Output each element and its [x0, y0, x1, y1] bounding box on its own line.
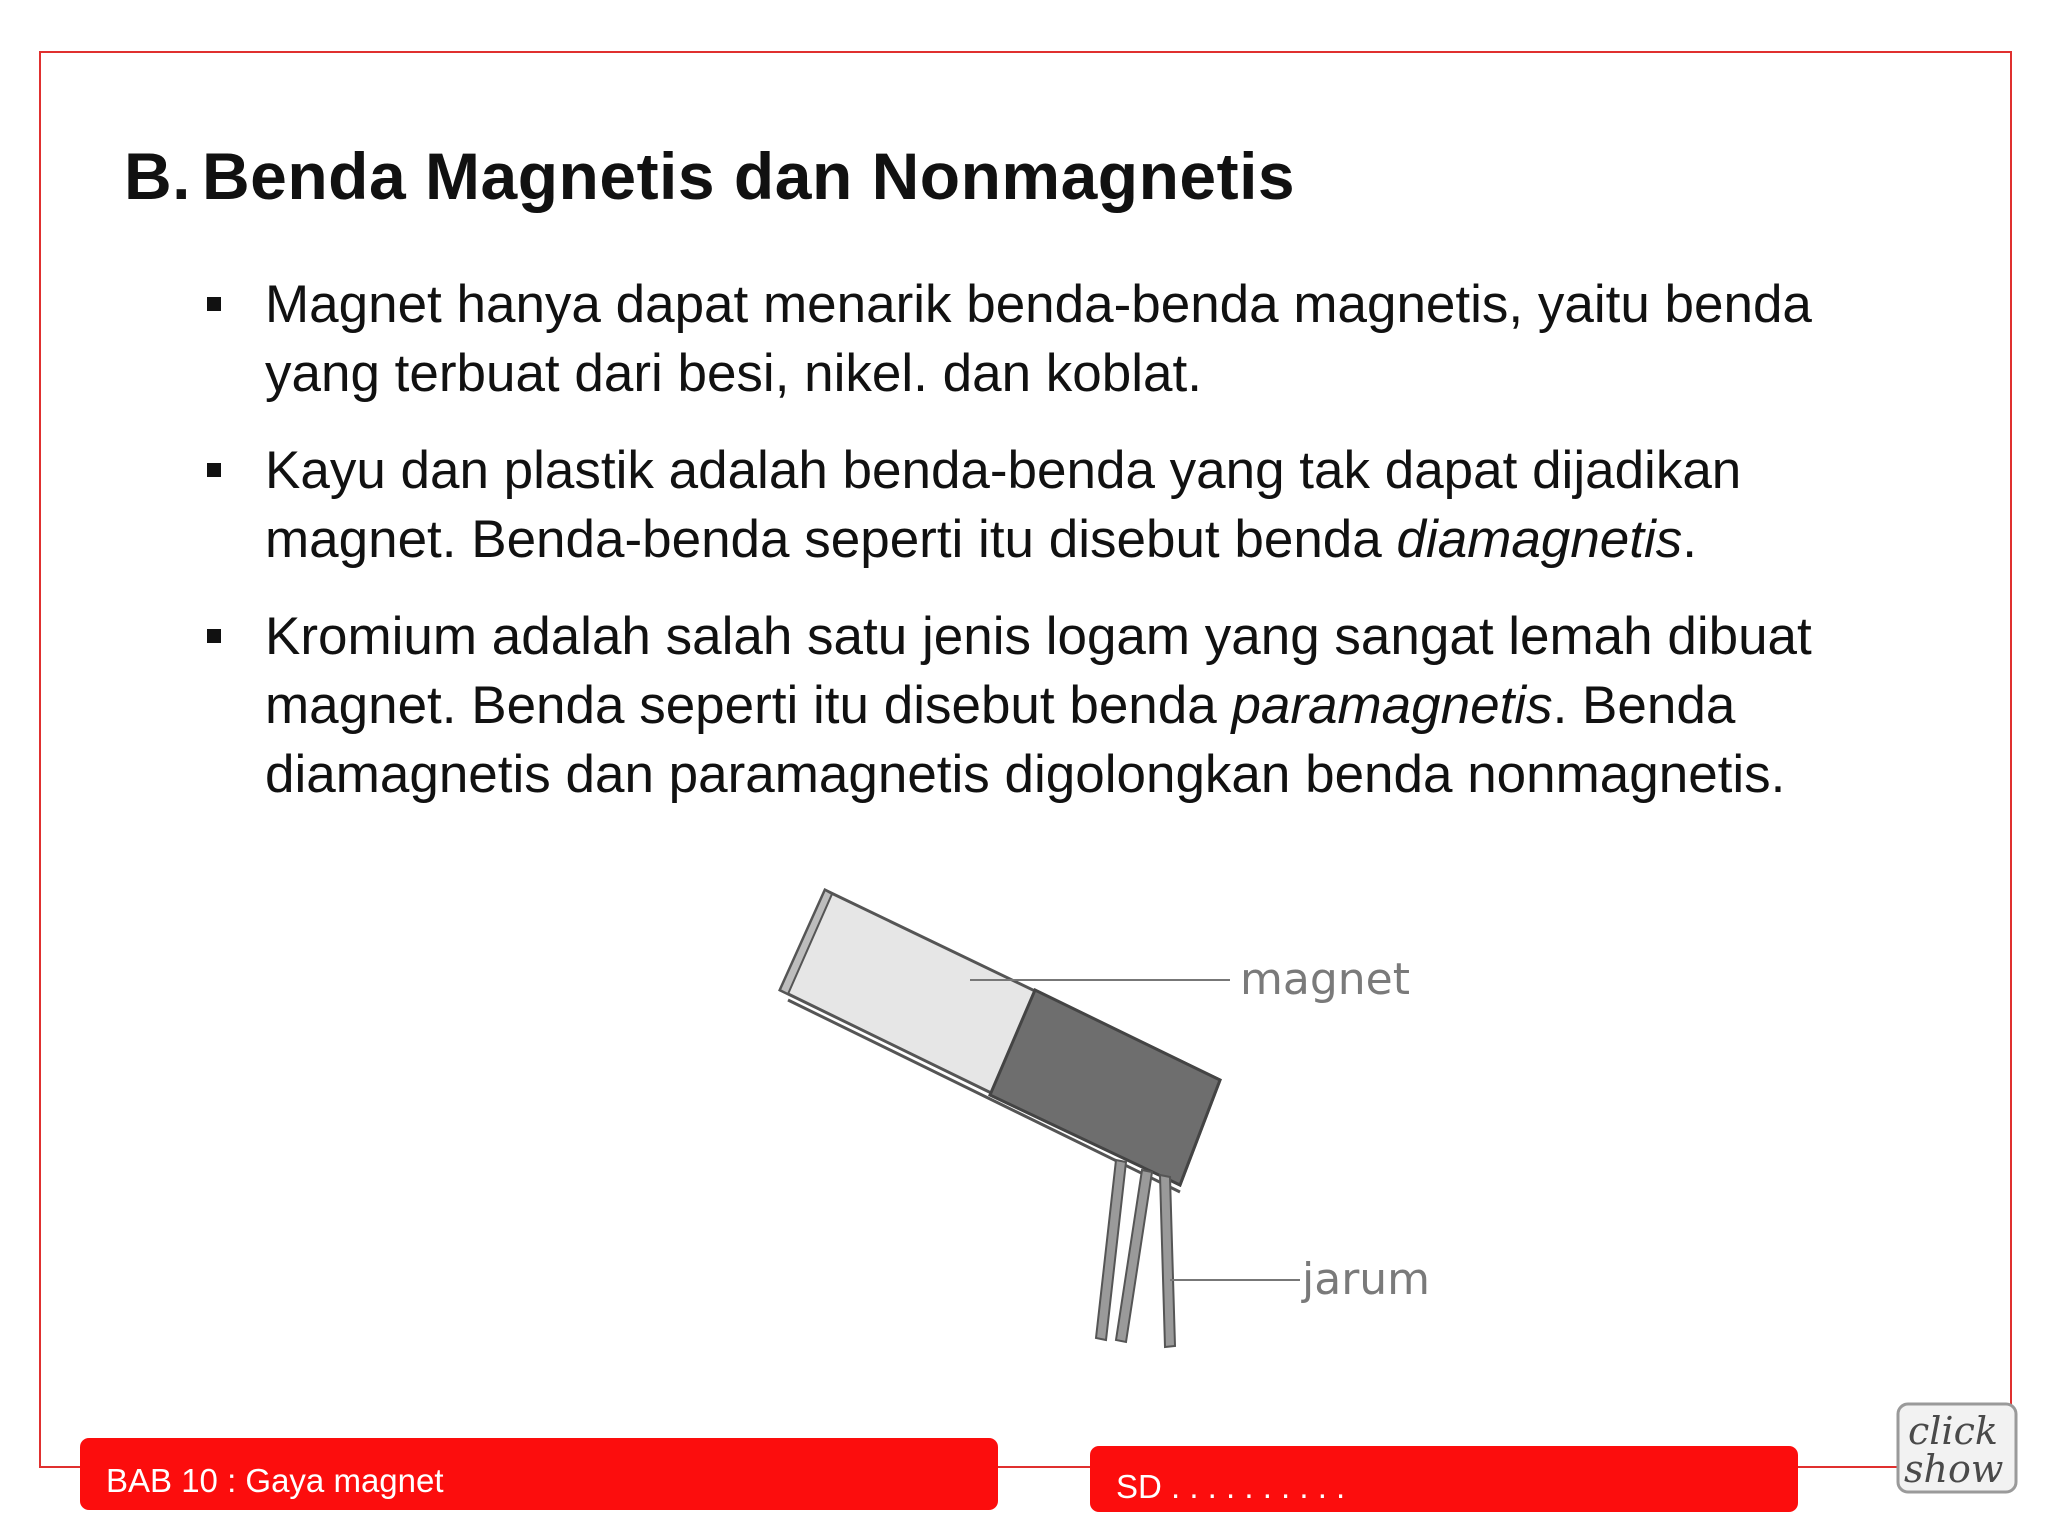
bullet-emphasis: paramagnetis	[1231, 676, 1553, 735]
needle-3	[1160, 1175, 1175, 1347]
footer-chapter-label: BAB 10 : Gaya magnet	[106, 1462, 444, 1499]
bullet-item-3	[205, 602, 1905, 809]
bullet-item-1	[205, 270, 1905, 408]
bullet-text: Magnet hanya dapat menarik benda-benda magnetis, yaitu benda yang terbuat dari besi, nikel. dan koblat.	[265, 275, 1812, 403]
magnet-bar	[780, 890, 1220, 1192]
frame-bottom-line-left	[39, 1466, 84, 1468]
slide-title	[124, 138, 1295, 214]
magnet-label: magnet	[1240, 954, 1410, 1005]
square-bullet-icon	[207, 297, 221, 311]
frame-bottom-line-middle	[996, 1466, 1092, 1468]
bullet-list	[205, 270, 1905, 837]
bullet-text-end: .	[1682, 510, 1697, 569]
title-text: Benda Magnetis dan Nonmagnetis	[202, 139, 1296, 213]
needle-label: jarum	[1302, 1254, 1431, 1305]
footer-chapter-bar	[80, 1438, 998, 1510]
square-bullet-icon	[207, 629, 221, 643]
footer-school-bar	[1090, 1446, 1798, 1512]
title-number: B.	[124, 139, 191, 213]
frame-bottom-line-right	[1796, 1466, 1901, 1468]
logo-line-1: click	[1908, 1409, 1998, 1453]
bullet-item-2	[205, 436, 1905, 574]
footer-school-label: SD . . . . . . . . . .	[1116, 1468, 1346, 1505]
bullet-text: Kayu dan plastik adalah benda-benda yang tak dapat dijadikan magnet. Benda-benda seperti itu disebut benda	[265, 441, 1742, 569]
square-bullet-icon	[207, 463, 221, 477]
magnet-needle-illustration	[740, 870, 1460, 1360]
needles	[1096, 1160, 1175, 1347]
click-show-logo	[1894, 1400, 2024, 1500]
logo-line-2: show	[1904, 1447, 2004, 1491]
bullet-text-end: . Benda diamagnetis dan paramagnetis digolongkan benda nonmagnetis.	[265, 676, 1786, 804]
bullet-emphasis: diamagnetis	[1396, 510, 1683, 569]
bullet-text: Kromium adalah salah satu jenis logam yang sangat lemah dibuat magnet. Benda seperti itu disebut benda	[265, 607, 1812, 735]
